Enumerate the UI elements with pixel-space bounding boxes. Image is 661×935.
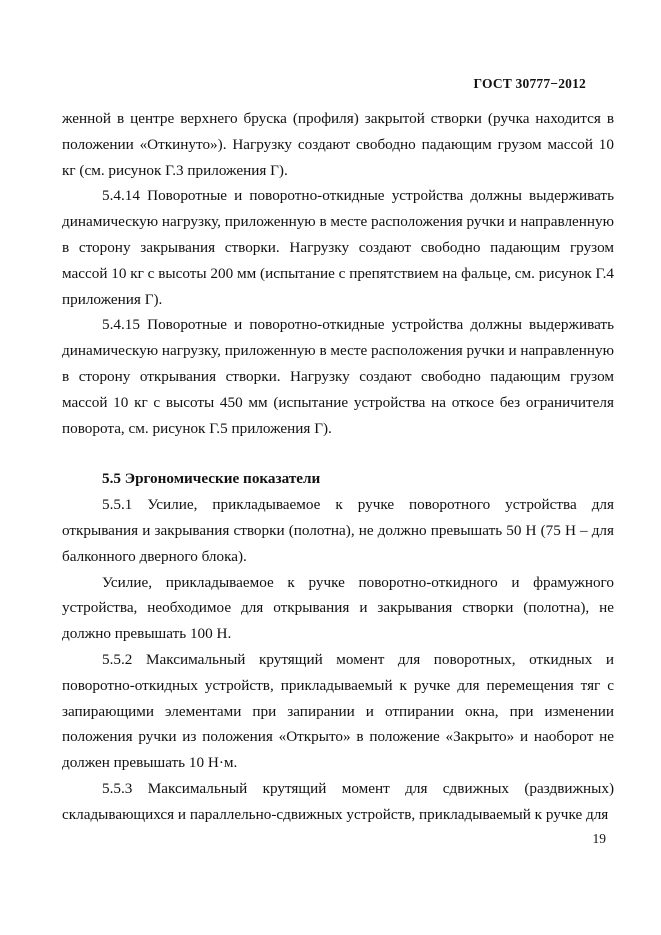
section-title: 5.5 Эргономические показатели (102, 470, 321, 488)
document-body (62, 106, 614, 828)
paragraph-5-4-14: 5.4.14 Поворотные и поворотно-откидные устройства должны выдерживать динамическую нагрузку, приложенную в месте расположения ручки и направленную в сторону закрывания створки. Нагрузку создают свободно падающим грузом массой 10 кг с высоты 200 мм (испытание с препятствием на фальце, см. рисунок Г.4 приложения Г). (62, 187, 614, 308)
paragraph-force-tilt-turn: Усилие, прикладываемое к ручке поворотно-откидного и фрамужного устройства, необходимое для открывания и закрывания створки (полотна), не должно превышать 100 Н. (62, 573, 614, 643)
paragraph-5-5-3: 5.5.3 Максимальный крутящий момент для сдвижных (раздвижных) складывающихся и параллельно-сдвижных устройств, прикладываемый к ручке для (62, 779, 614, 823)
paragraph-5-5-2: 5.5.2 Максимальный крутящий момент для поворотных, откидных и поворотно-откидных устройств, прикладываемый к ручке для перемещения тяг с запирающими элементами при запирании и отпирании окна, при изменении положения ручки из положения «Открыто» в положение «Закрыто» и наоборот не должен превышать 10 Н·м. (62, 650, 614, 772)
paragraph-continuation: женной в центре верхнего бруска (профиля) закрытой створки (ручка находится в положении «Откинуто»). Нагрузку создают свободно падающим грузом массой 10 кг (см. рисунок Г.3 приложения Г). (62, 110, 614, 179)
document-header: ГОСТ 30777−2012 (473, 76, 586, 91)
paragraph-5-5-1: 5.5.1 Усилие, прикладываемое к ручке поворотного устройства для открывания и закрывания створки (полотна), не должно превышать 50 Н (75 Н – для балконного дверного блока). (62, 496, 614, 565)
paragraph-5-4-15: 5.4.15 Поворотные и поворотно-откидные устройства должны выдерживать динамическую нагрузку, приложенную в месте расположения ручки и направленную в сторону открывания створки. Нагрузку создают свободно падающим грузом массой 10 кг с высоты 450 мм (испытание устройства на откосе без ограничителя поворота, см. рисунок Г.5 приложения Г). (62, 316, 614, 437)
page-number: 19 (592, 831, 606, 846)
